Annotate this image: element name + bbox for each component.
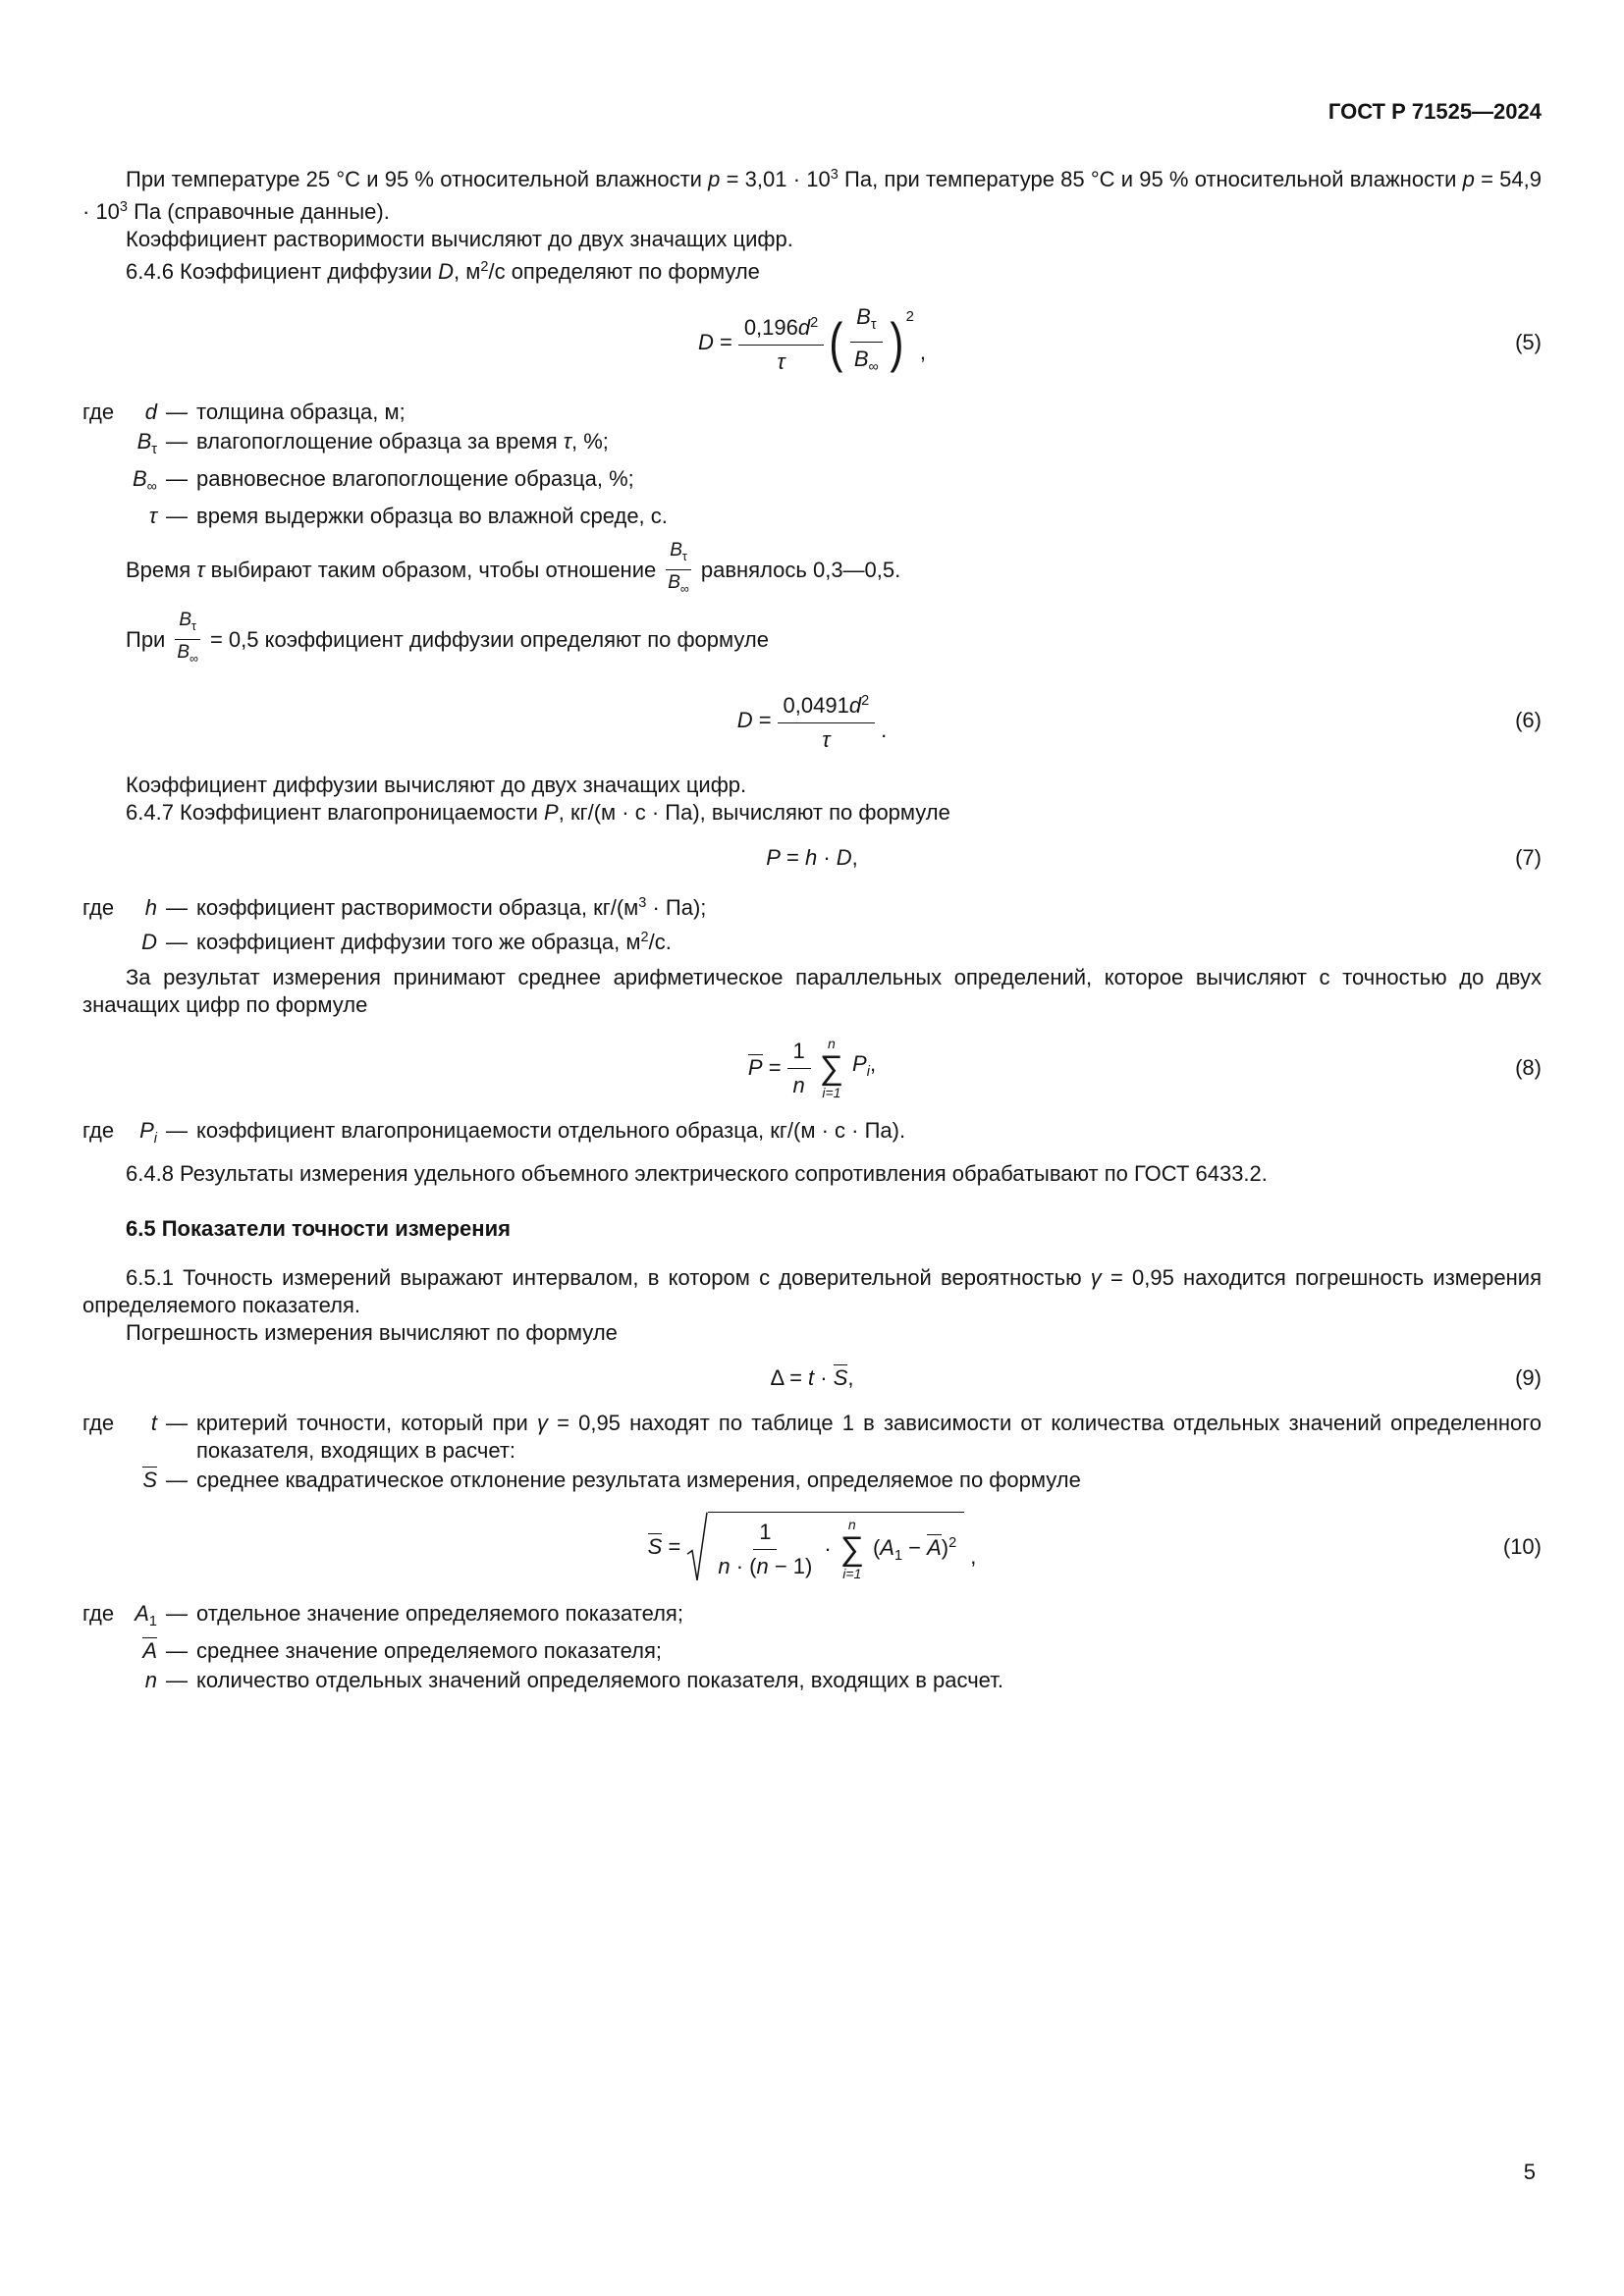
- paragraph-ratio-choice: [82, 540, 1542, 600]
- definition-term: $B_\infty$: [132, 466, 157, 495]
- definition-term: A: [142, 1638, 157, 1663]
- sigma-icon: ∑: [839, 1530, 864, 1568]
- definition-description: толщина образца, м;: [196, 400, 406, 424]
- sum-operator: [820, 1037, 843, 1099]
- definition-dash: —: [166, 1468, 188, 1492]
- paragraph-6-5-1: 6.5.1 Точность измерений выражают интервалом, в котором с доверительной вероятностью γ = 0,95 находится погрешность измерения определяемого показателя.: [82, 1265, 1542, 1317]
- fraction-numerator: $B_\tau$: [850, 303, 882, 343]
- formula-6: [82, 687, 1542, 754]
- fraction-denominator: $B_\infty$: [668, 572, 689, 596]
- page-number: 5: [1523, 2160, 1536, 2184]
- formula-expression: P = h · D,: [766, 845, 858, 870]
- formula-lhs: S =: [647, 1534, 681, 1559]
- definition-row: [82, 465, 1542, 501]
- section-heading-6-5: 6.5 Показатели точности измерения: [126, 1216, 511, 1241]
- definition-lead: [82, 399, 157, 426]
- sum-lower-limit: i=1: [842, 1566, 862, 1581]
- definition-description: время выдержки образца во влажной среде, с.: [196, 504, 668, 528]
- formula-7: [82, 844, 1542, 872]
- definition-where-label: где: [82, 1118, 115, 1143]
- text-segment: Время τ выбирают таким образом, чтобы отношение: [126, 557, 657, 582]
- definition-description: отдельное значение определяемого показателя;: [196, 1601, 683, 1626]
- formula-lhs: D =: [697, 329, 732, 354]
- definition-list-10: [82, 1600, 1542, 1694]
- definition-lead: [82, 503, 157, 530]
- definition-term: h: [144, 895, 157, 920]
- definition-lead: [82, 929, 157, 956]
- definition-row: [82, 428, 1542, 463]
- definition-dash: —: [166, 429, 188, 454]
- fraction-numerator: 1: [753, 1519, 777, 1550]
- paragraph-error-formula: Погрешность измерения вычисляют по формуле: [126, 1320, 618, 1345]
- inline-fraction: [173, 610, 202, 669]
- definition-description: коэффициент влагопроницаемости отдельного образца, кг/(м · с · Па).: [196, 1118, 906, 1143]
- paragraph-ratio-05: [82, 610, 1542, 669]
- definition-term: d: [144, 400, 157, 424]
- definition-row: [82, 924, 1542, 956]
- formula-7-body: [766, 844, 858, 872]
- definition-term: τ: [148, 504, 157, 528]
- document-header: [82, 98, 1542, 126]
- sigma-icon: ∑: [819, 1049, 844, 1087]
- formula-number: (9): [1515, 1365, 1542, 1390]
- definition-description: равновесное влагопоглощение образца, %;: [196, 466, 634, 491]
- definition-row: [82, 1637, 1542, 1665]
- right-paren: ): [890, 310, 904, 373]
- definition-row: [82, 503, 1542, 530]
- formula-number: (6): [1515, 708, 1542, 732]
- definition-row: [82, 1467, 1542, 1494]
- left-paren: (: [829, 310, 843, 373]
- definition-term: n: [144, 1668, 157, 1692]
- formula-lhs: D =: [736, 708, 772, 732]
- text-segment: При: [126, 626, 166, 652]
- definition-term: D: [141, 930, 157, 954]
- text-segment: равнялось 0,3—0,5.: [700, 557, 901, 582]
- definition-lead: [82, 1600, 157, 1635]
- paragraph-mean-result: За результат измерения принимают среднее арифметическое параллельных определений, которое вычисляют с точностью до двух значащих цифр по формуле: [82, 965, 1542, 1017]
- definition-row: [82, 399, 1542, 426]
- paragraph-diffusion-round: Коэффициент диффузии вычисляют до двух значащих цифр.: [126, 773, 747, 797]
- definition-lead: [82, 1667, 157, 1694]
- fraction-denominator: $B_\infty$: [853, 347, 879, 375]
- fraction-numerator: 1: [787, 1038, 811, 1069]
- definition-row: [82, 889, 1542, 922]
- formula-9-body: [770, 1364, 853, 1392]
- formula-10: [82, 1512, 1542, 1582]
- definition-list-8: [82, 1117, 1542, 1152]
- definition-where-label: где: [82, 1411, 115, 1435]
- formula-number: (10): [1502, 1534, 1542, 1559]
- formula-6-body: [737, 687, 888, 754]
- definition-description: коэффициент диффузии того же образца, $м^2/с$.: [196, 930, 672, 954]
- definition-description: влагопоглощение образца за время τ, %;: [196, 429, 609, 454]
- formula-rhs: $P_i$,: [852, 1051, 877, 1080]
- definition-dash: —: [166, 1118, 188, 1143]
- definition-term: $A_1$: [135, 1601, 157, 1629]
- formula-tail: .: [881, 718, 888, 742]
- fraction: [787, 1038, 811, 1099]
- paragraph-6-4-7: 6.4.7 Коэффициент влагопроницаемости P, кг/(м · с · Па), вычисляют по формуле: [126, 800, 950, 825]
- fraction-numerator: $0,196d^2$: [738, 309, 824, 346]
- paragraph-6-4-6: 6.4.6 Коэффициент диффузии D, $м^2/с$ определяют по формуле: [126, 259, 760, 284]
- definition-dash: —: [166, 400, 188, 424]
- fraction-denominator: n · (n − 1): [718, 1553, 813, 1578]
- formula-9: [82, 1364, 1542, 1392]
- definition-term: S: [142, 1468, 157, 1492]
- definition-where-label: где: [82, 895, 115, 920]
- fraction: [778, 687, 876, 754]
- paragraph-solubility-round: Коэффициент растворимости вычисляют до двух значащих цифр.: [126, 227, 793, 251]
- exponent: 2: [905, 308, 914, 325]
- paragraph-6-4-8: 6.4.8 Результаты измерения удельного объемного электрического сопротивления обрабатывают по ГОСТ 6433.2.: [126, 1161, 1268, 1186]
- definition-description: коэффициент растворимости образца, $кг/(м^3 \cdot Па)$;: [196, 895, 707, 920]
- definition-dash: —: [166, 1601, 188, 1626]
- definition-where-label: где: [82, 400, 115, 424]
- fraction: [848, 303, 885, 381]
- formula-5: [82, 303, 1542, 381]
- sum-upper-limit: n: [847, 1517, 856, 1532]
- definition-row: [82, 1667, 1542, 1694]
- formula-tail: ,: [970, 1544, 977, 1569]
- definition-lead: [82, 1410, 157, 1437]
- fraction-denominator: τ: [777, 348, 785, 374]
- formula-expression: Δ = t · S,: [770, 1365, 854, 1390]
- formula-lhs: P =: [747, 1055, 782, 1080]
- definition-description: среднее значение определяемого показателя;: [196, 1638, 663, 1663]
- formula-number: (7): [1515, 845, 1542, 870]
- definition-list-5: [82, 399, 1542, 530]
- definition-dash: —: [166, 1638, 188, 1663]
- definition-description: количество отдельных значений определяемого показателя, входящих в расчет.: [196, 1668, 1003, 1692]
- definition-dash: —: [166, 504, 188, 528]
- fraction-denominator: n: [792, 1072, 805, 1097]
- definition-lead: [82, 1467, 157, 1494]
- formula-8-body: [748, 1037, 876, 1099]
- doc-number: ГОСТ Р 71525—2024: [1327, 99, 1542, 124]
- formula-10-body: [648, 1512, 977, 1582]
- definition-lead: [82, 1117, 157, 1152]
- formula-rhs: $(A_1 - A)^2$: [872, 1534, 957, 1564]
- formula-5-body: [698, 303, 926, 381]
- definition-dash: —: [166, 930, 188, 954]
- definition-description: критерий точности, который при γ = 0,95 находят по таблице 1 в зависимости от количества отдельных значений определенного показателя, входящих в расчет:: [196, 1411, 1542, 1463]
- definition-lead: [82, 1637, 157, 1665]
- definition-dash: —: [166, 466, 188, 491]
- definition-list-7: [82, 889, 1542, 956]
- definition-dash: —: [166, 1411, 188, 1435]
- definition-term: $P_i$: [139, 1118, 157, 1147]
- sum-lower-limit: i=1: [822, 1085, 841, 1100]
- formula-number: (8): [1515, 1055, 1542, 1080]
- definition-row: [82, 1117, 1542, 1152]
- paragraph-temperature: При температуре 25 °С и 95 % относительной влажности $p = 3,01 \cdot 10^3$ Па, при температуре 85 °С и 95 % относительной влажности $p = 54,9 \cdot 10^3$ Па (справочные данные).: [82, 167, 1543, 224]
- sum-operator: [840, 1518, 864, 1580]
- fraction: [712, 1519, 818, 1580]
- radicand: [708, 1512, 964, 1582]
- formula-tail: ,: [919, 339, 927, 364]
- definition-lead: [82, 428, 157, 463]
- definition-term: t: [150, 1411, 157, 1435]
- definition-list-9: [82, 1410, 1542, 1494]
- fraction-numerator: $0,0491d^2$: [778, 687, 876, 723]
- sqrt-radical-icon: [686, 1512, 708, 1582]
- sum-upper-limit: n: [828, 1036, 836, 1051]
- definition-row: [82, 1600, 1542, 1635]
- definition-lead: [82, 465, 157, 501]
- multiplication-dot: ·: [824, 1536, 832, 1561]
- fraction-numerator: $B_\tau$: [175, 610, 200, 640]
- fraction-numerator: $B_\tau$: [666, 540, 691, 570]
- definition-dash: —: [166, 1668, 188, 1692]
- fraction-denominator: τ: [822, 727, 831, 752]
- definition-dash: —: [166, 895, 188, 920]
- fraction: [738, 309, 824, 376]
- fraction-denominator: $B_\infty$: [177, 642, 198, 666]
- definition-term: $B_\tau$: [136, 429, 157, 457]
- definition-description: среднее квадратическое отклонение результата измерения, определяемое по формуле: [196, 1468, 1081, 1492]
- text-segment: = 0,5 коэффициент диффузии определяют по формуле: [209, 626, 769, 652]
- formula-8: [82, 1037, 1542, 1099]
- formula-number: (5): [1515, 329, 1542, 354]
- inline-fraction: [664, 540, 693, 600]
- definition-where-label: где: [82, 1601, 115, 1626]
- square-root: [686, 1512, 964, 1582]
- definition-row: [82, 1410, 1542, 1465]
- definition-lead: [82, 894, 157, 922]
